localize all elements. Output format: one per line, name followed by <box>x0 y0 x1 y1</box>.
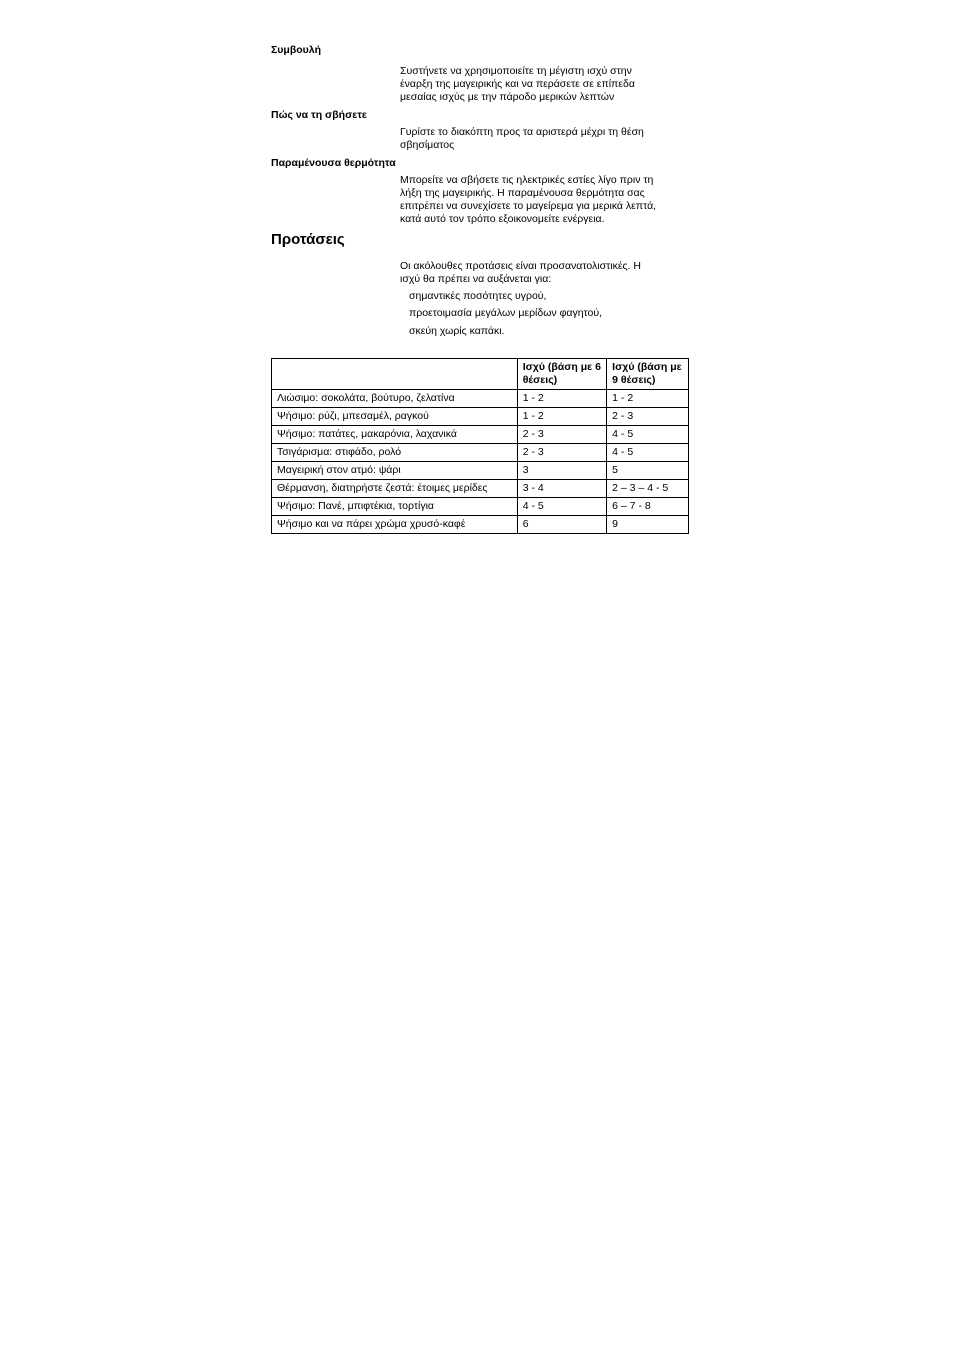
table-row <box>272 516 689 534</box>
table-header-cell: Ισχύ (βάση με 9 θέσεις) <box>607 359 689 390</box>
tip-paragraph <box>400 65 685 104</box>
table-cell: 4 - 5 <box>607 444 689 462</box>
table-cell: 1 - 2 <box>607 390 689 408</box>
table-cell: 1 - 2 <box>517 408 606 426</box>
table-cell: 2 - 3 <box>517 426 606 444</box>
switch-off-paragraph <box>400 126 685 152</box>
table-cell: 2 - 3 <box>517 444 606 462</box>
tip-label: Συμβουλή <box>271 44 322 56</box>
tip-line: έναρξη της μαγειρικής και να περάσετε σε επίπεδα <box>400 78 635 90</box>
table-cell: 3 - 4 <box>517 480 606 498</box>
suggestion-item: προετοιμασία μεγάλων μερίδων φαγητού, <box>409 307 603 319</box>
suggestions-heading: Προτάσεις <box>271 231 345 248</box>
table-cell: Ψήσιμο: ρύζι, μπεσαμέλ, ραγκού <box>272 408 518 426</box>
suggestions-intro <box>400 260 685 286</box>
table-header-cell <box>272 359 518 390</box>
suggestions-intro-line: Οι ακόλουθες προτάσεις είναι προσανατολιστικές. Η <box>400 260 641 272</box>
table-row <box>272 390 689 408</box>
table-row <box>272 426 689 444</box>
table-cell: 4 - 5 <box>517 498 606 516</box>
table-cell: 9 <box>607 516 689 534</box>
suggestions-intro-line: ισχύ θα πρέπει να αυξάνεται για: <box>400 273 552 285</box>
power-settings-table <box>271 358 689 534</box>
table-cell: 3 <box>517 462 606 480</box>
table-row <box>272 498 689 516</box>
residual-heat-paragraph <box>400 174 685 226</box>
table-cell: 6 <box>517 516 606 534</box>
table-row <box>272 480 689 498</box>
residual-heat-line: επιτρέπει να συνεχίσετε το μαγείρεμα για μερικά λεπτά, <box>400 200 657 212</box>
residual-heat-line: λήξη της μαγειρικής. Η παραμένουσα θερμότητα σας <box>400 187 645 199</box>
table-row <box>272 462 689 480</box>
table-cell: 4 - 5 <box>607 426 689 444</box>
residual-heat-line: Μπορείτε να σβήσετε τις ηλεκτρικές εστίες λίγο πριν τη <box>400 174 654 186</box>
table-cell: 2 – 3 – 4 - 5 <box>607 480 689 498</box>
table-header-cell: Ισχύ (βάση με 6 θέσεις) <box>517 359 606 390</box>
table-row <box>272 444 689 462</box>
table-cell: Τσιγάρισμα: στιφάδο, ρολό <box>272 444 518 462</box>
suggestion-item: σημαντικές ποσότητες υγρού, <box>409 290 547 302</box>
table-cell: Ψήσιμο και να πάρει χρώμα χρυσό-καφέ <box>272 516 518 534</box>
residual-heat-label: Παραμένουσα θερμότητα <box>271 157 396 169</box>
table-row <box>272 408 689 426</box>
table-cell: 5 <box>607 462 689 480</box>
switch-off-line: Γυρίστε το διακόπτη προς τα αριστερά μέχρι τη θέση <box>400 126 644 138</box>
table-cell: Λιώσιμο: σοκολάτα, βούτυρο, ζελατίνα <box>272 390 518 408</box>
table-header-row <box>272 359 689 390</box>
switch-off-label: Πώς να τη σβήσετε <box>271 109 367 121</box>
table-cell: 1 - 2 <box>517 390 606 408</box>
table-cell: Μαγειρική στον ατμό: ψάρι <box>272 462 518 480</box>
switch-off-line: σβησίματος <box>400 139 455 151</box>
table-cell: Ψήσιμο: πατάτες, μακαρόνια, λαχανικά <box>272 426 518 444</box>
table-cell: Θέρμανση, διατηρήστε ζεστά: έτοιμες μερίδες <box>272 480 518 498</box>
suggestion-item: σκεύη χωρίς καπάκι. <box>409 325 505 337</box>
tip-line: Συστήνετε να χρησιμοποιείτε τη μέγιστη ισχύ στην <box>400 65 632 77</box>
residual-heat-line: κατά αυτό τον τρόπο εξοικονομείτε ενέργεια. <box>400 213 605 225</box>
table-cell: 6 – 7 - 8 <box>607 498 689 516</box>
table-cell: 2 - 3 <box>607 408 689 426</box>
table-cell: Ψήσιμο: Πανέ, μπιφτέκια, τορτίγια <box>272 498 518 516</box>
tip-line: μεσαίας ισχύς με την πάροδο μερικών λεπτών <box>400 91 615 103</box>
